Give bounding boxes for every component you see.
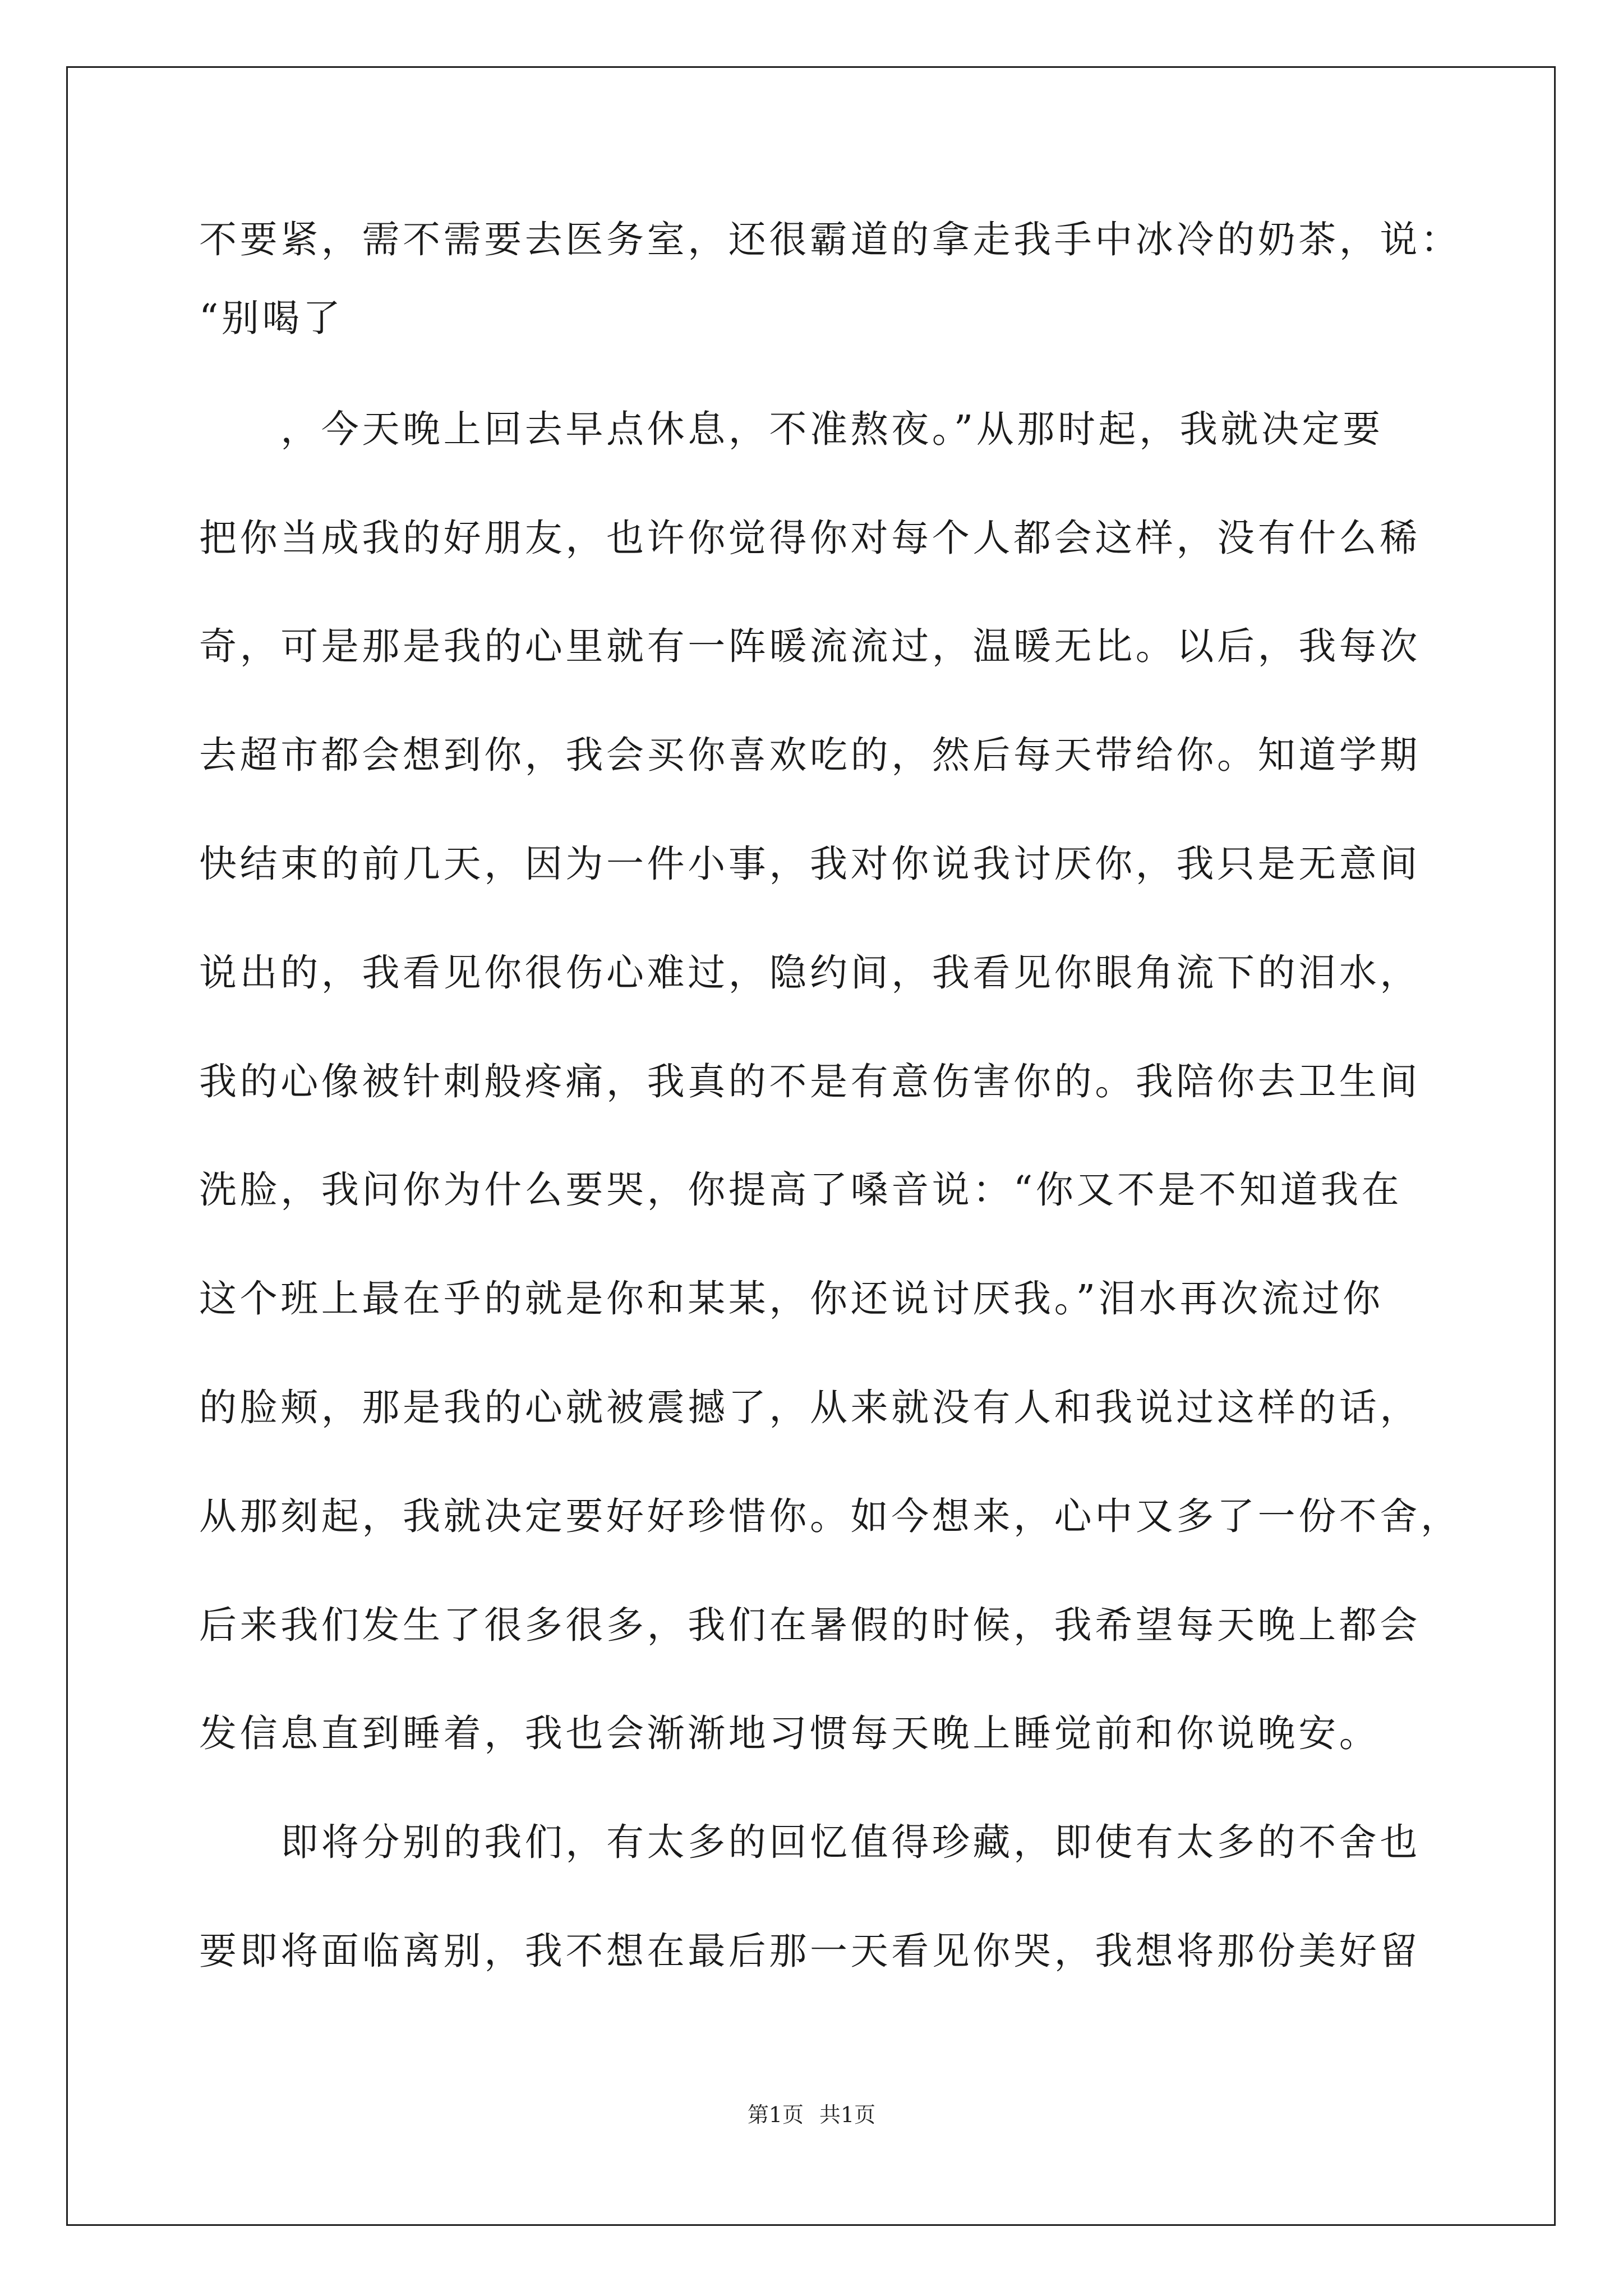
text-line: 洗脸，我问你为什么要哭，你提高了嗓音说：“你又不是不知道我在 xyxy=(199,1168,1403,1212)
text-line: 发信息直到睡着，我也会渐渐地习惯每天晚上睡觉前和你说晚安。 xyxy=(199,1711,1380,1755)
text-line: 这个班上最在乎的就是你和某某，你还说讨厌我。”泪水再次流过你 xyxy=(199,1277,1384,1320)
page-total: 共1页 xyxy=(819,2102,876,2127)
text-line: 从那刻起，我就决定要好好珍惜你。如今想来，心中又多了一份不舍， xyxy=(199,1494,1461,1538)
text-line: 的脸颊，那是我的心就被震撼了，从来就没有人和我说过这样的话， xyxy=(199,1386,1421,1429)
text-line: 不要紧，需不需要去医务室，还很霸道的拿走我手中冰冷的奶茶，说： xyxy=(199,218,1461,261)
page-footer xyxy=(0,2101,1623,2129)
text-line: 后来我们发生了很多很多，我们在暑假的时候，我希望每天晚上都会 xyxy=(199,1603,1421,1647)
text-line: 把你当成我的好朋友，也许你觉得你对每个人都会这样，没有什么稀 xyxy=(199,516,1421,560)
text-line: 我的心像被针刺般疼痛，我真的不是有意伤害你的。我陪你去卫生间 xyxy=(199,1060,1421,1103)
text-line: 奇，可是那是我的心里就有一阵暖流流过，温暖无比。以后，我每次 xyxy=(199,624,1421,668)
text-line: “别喝了 xyxy=(199,296,344,340)
text-line: ，今天晚上回去早点休息，不准熬夜。”从那时起，我就决定要 xyxy=(199,407,1384,451)
text-line: 要即将面临离别，我不想在最后那一天看见你哭，我想将那份美好留 xyxy=(199,1929,1421,1973)
page-number: 第1页 xyxy=(747,2102,804,2127)
page-border xyxy=(66,66,1556,2226)
text-line: 快结束的前几天，因为一件小事，我对你说我讨厌你，我只是无意间 xyxy=(199,842,1421,886)
text-line: 去超市都会想到你，我会买你喜欢吃的，然后每天带给你。知道学期 xyxy=(199,733,1421,777)
text-line: 说出的，我看见你很伤心难过，隐约间，我看见你眼角流下的泪水， xyxy=(199,951,1421,995)
text-line: 即将分别的我们，有太多的回忆值得珍藏，即使有太多的不舍也 xyxy=(199,1820,1421,1864)
